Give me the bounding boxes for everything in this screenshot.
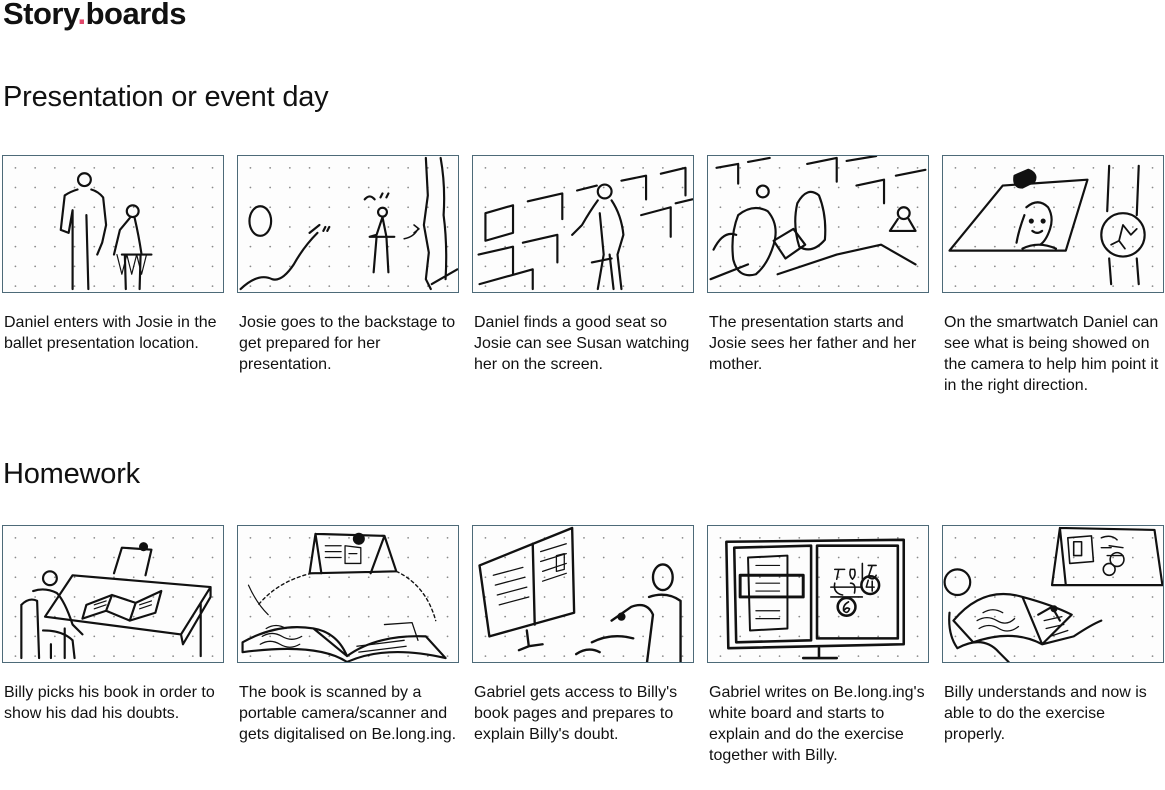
storyboard-card: [2, 525, 224, 766]
sketch-father-daughter-enter-icon: [2, 155, 224, 293]
section-title-presentation: Presentation or event day: [3, 81, 329, 113]
storyboard-card: [472, 155, 694, 396]
frame-caption: Josie goes to the backstage to get prepared for her presentation.: [239, 314, 456, 373]
dot-grid: [250, 167, 449, 287]
dot-grid: [15, 537, 214, 657]
sketch-smartwatch-camera-icon: [942, 155, 1164, 293]
storyboard-card: [237, 525, 459, 766]
storyboard-row-presentation: [2, 155, 1164, 396]
frame-caption: Daniel enters with Josie in the ballet presentation location.: [4, 314, 217, 352]
frame-caption: The presentation starts and Josie sees her father and her mother.: [709, 314, 917, 373]
storyboards-logo: Story.boards: [3, 0, 186, 31]
storyboard-card: [707, 155, 929, 396]
frame-caption: Billy picks his book in order to show his dad his doubts.: [4, 684, 215, 722]
frame-caption: Billy understands and now is able to do the exercise properly.: [944, 684, 1147, 743]
storyboard-card: [2, 155, 224, 396]
frame-caption: Gabriel writes on Be.long.ing's white board and starts to explain and do the exercise together with Billy.: [709, 684, 925, 764]
section-title-homework: Homework: [3, 458, 140, 490]
sketch-understanding-icon: [942, 525, 1164, 663]
sketch-backstage-dancer-icon: [237, 155, 459, 293]
dot-grid: [485, 167, 684, 287]
dot-grid: [250, 537, 449, 657]
storyboard-card: [472, 525, 694, 766]
dot-grid: [15, 167, 214, 287]
frame-caption: On the smartwatch Daniel can see what is being showed on the camera to help him point it in the right direction.: [944, 314, 1159, 394]
frame-caption: Gabriel gets access to Billy's book pages and prepares to explain Billy's doubt.: [474, 684, 678, 743]
sketch-monitor-pages-icon: [472, 525, 694, 663]
sketch-desk-book-icon: [2, 525, 224, 663]
storyboard-card: [707, 525, 929, 766]
sketch-whiteboard-exercise-icon: [707, 525, 929, 663]
dot-grid: [720, 167, 919, 287]
frame-caption: The book is scanned by a portable camera/scanner and gets digitalised on Be.long.ing.: [239, 684, 457, 743]
storyboard-card: [942, 525, 1164, 766]
frame-caption: Daniel finds a good seat so Josie can see Susan watching her on the screen.: [474, 314, 690, 373]
sketch-audience-watching-icon: [707, 155, 929, 293]
dot-grid: [485, 537, 684, 657]
sketch-book-scanner-icon: [237, 525, 459, 663]
storyboard-card: [237, 155, 459, 396]
storyboard-row-homework: [2, 525, 1164, 766]
sketch-finding-seat-icon: [472, 155, 694, 293]
storyboard-card: [942, 155, 1164, 396]
